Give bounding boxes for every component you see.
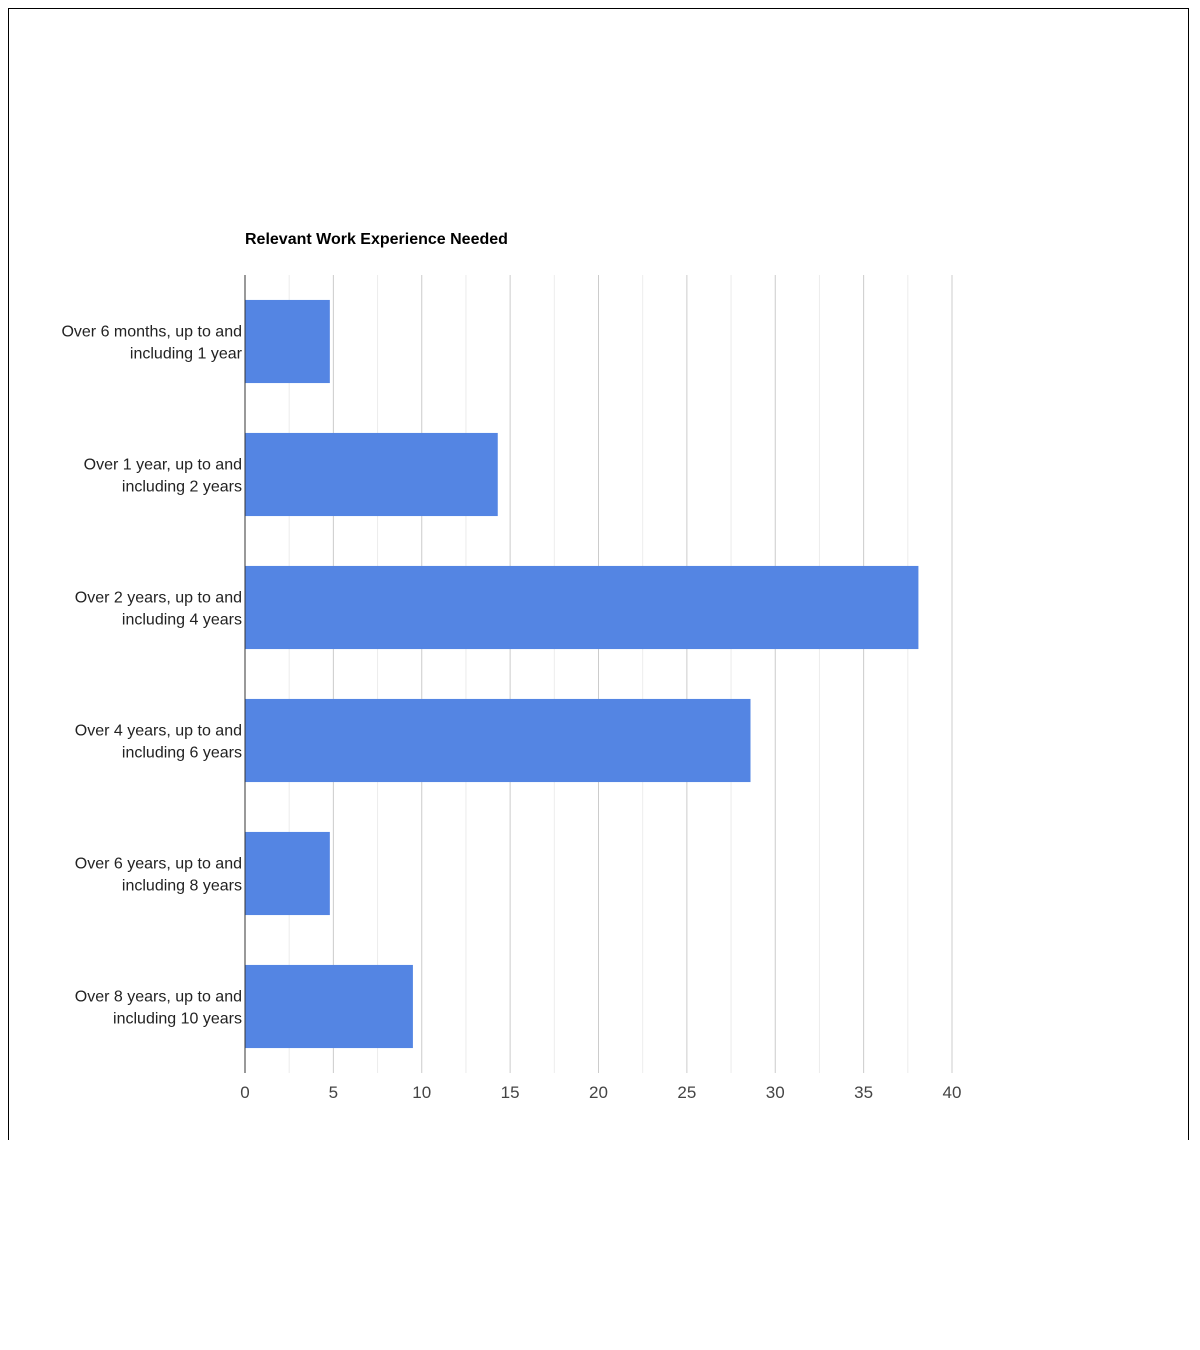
x-tick-label: 25 xyxy=(677,1083,697,1102)
y-category-label xyxy=(75,989,242,1028)
y-category-label-line: Over 2 years, up to and xyxy=(74,589,242,607)
x-tick-label: 10 xyxy=(412,1083,432,1102)
y-category-label-line: including 10 years xyxy=(113,1010,242,1028)
x-tick-label: 30 xyxy=(765,1083,785,1102)
x-tick-label: 40 xyxy=(942,1083,962,1102)
bars xyxy=(245,300,918,1048)
y-category-label xyxy=(84,457,242,496)
y-category-label xyxy=(75,723,242,762)
y-category-label-line: including 6 years xyxy=(121,744,242,762)
y-category-label-line: including 2 years xyxy=(121,478,242,496)
axes xyxy=(61,275,961,1102)
bar xyxy=(245,566,918,649)
y-category-label xyxy=(75,590,242,629)
y-category-label-line: including 1 year xyxy=(129,345,242,363)
bar xyxy=(245,300,330,383)
bar xyxy=(245,832,330,915)
y-category-label xyxy=(61,324,242,363)
x-tick-label: 0 xyxy=(240,1083,250,1102)
y-category-label-line: Over 6 years, up to and xyxy=(74,855,242,873)
y-category-label-line: Over 4 years, up to and xyxy=(74,722,242,740)
y-category-label xyxy=(75,856,242,895)
bar xyxy=(245,699,751,782)
bar xyxy=(245,433,498,516)
gridlines xyxy=(289,275,952,1073)
x-tick-label: 35 xyxy=(854,1083,874,1102)
y-category-label-line: Over 6 months, up to and xyxy=(61,323,242,341)
y-category-label-line: including 4 years xyxy=(121,611,242,629)
x-tick-label: 5 xyxy=(328,1083,339,1102)
y-category-label-line: Over 8 years, up to and xyxy=(74,988,242,1006)
bar xyxy=(245,965,413,1048)
x-tick-label: 20 xyxy=(589,1083,608,1102)
y-category-label-line: Over 1 year, up to and xyxy=(83,456,242,474)
chart-title: Relevant Work Experience Needed xyxy=(245,231,508,248)
x-tick-label: 15 xyxy=(500,1083,520,1102)
y-category-label-line: including 8 years xyxy=(121,877,242,895)
